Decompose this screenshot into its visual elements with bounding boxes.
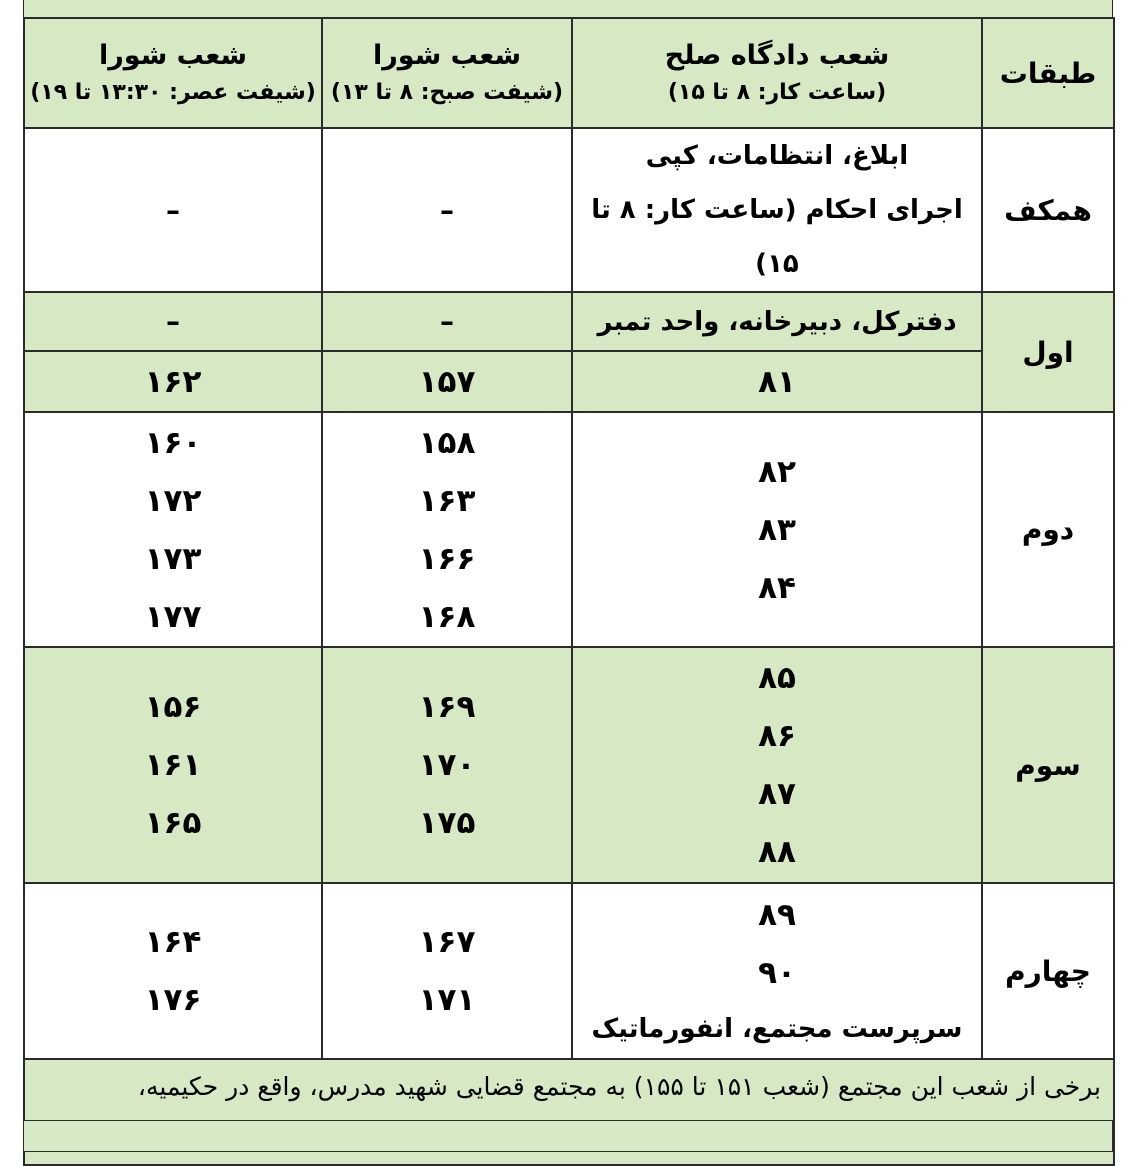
branch-number: ۹۰ (758, 955, 796, 991)
header-morning-title: شعب شورا (372, 40, 522, 71)
header-evening-title: شعب شورا (98, 40, 248, 71)
branch-number: ۸۵ (758, 660, 796, 696)
chaharom-services: سرپرست مجتمع، انفورماتیک (591, 1014, 963, 1044)
branch-number: ۱۷۳ (144, 540, 202, 577)
branch-number: ۱۶۶ (418, 540, 476, 577)
sevom-evening (24, 647, 322, 883)
header-peace-hours: (ساعت کار: ۸ تا ۱۵) (667, 80, 887, 105)
table-row-sevom (24, 647, 1114, 883)
branch-number: ۱۶۷ (418, 924, 476, 960)
branch-number: ۸۷ (758, 776, 796, 812)
table-row-dovom (24, 412, 1114, 647)
header-morning-hours: (شیفت صبح: ۸ تا ۱۳) (330, 80, 564, 105)
sevom-morning (322, 647, 572, 883)
branch-number: ۱۷۷ (144, 598, 202, 635)
cropped-title-strip (23, 0, 1113, 18)
branch-number: ۱۷۲ (144, 482, 202, 519)
sevom-peace (572, 647, 982, 883)
branch-number: ۱۷۶ (144, 982, 202, 1018)
aval-morning: ۱۵۷ (322, 351, 572, 412)
header-shora-evening (24, 18, 322, 128)
branch-number: ۱۶۱ (144, 747, 202, 783)
table-header-row (24, 18, 1114, 128)
chaharom-morning (322, 883, 572, 1059)
branch-number: ۱۶۴ (144, 924, 202, 960)
document-page (23, 0, 1113, 1138)
branch-number: ۱۶۵ (144, 805, 202, 841)
branch-number: ۱۶۸ (418, 598, 476, 635)
dovom-morning (322, 412, 572, 647)
hamkaf-evening: – (24, 128, 322, 292)
branches-table (23, 17, 1115, 1166)
hamkaf-services-2: اجرای احکام (ساعت کار: ۸ تا ۱۵) (591, 195, 963, 279)
aval-peace: ۸۱ (572, 351, 982, 412)
header-evening-hours: (شیفت عصر: ۱۳:۳۰ تا ۱۹) (30, 80, 316, 105)
header-peace-title: شعب دادگاه صلح (664, 40, 890, 71)
floor-aval: اول (982, 292, 1114, 412)
hamkaf-peace (572, 128, 982, 292)
branch-number: ۸۴ (758, 569, 796, 606)
aval-services-morning: – (322, 292, 572, 351)
floor-dovom: دوم (982, 412, 1114, 647)
branch-number: ۱۷۰ (418, 747, 476, 783)
branch-number: ۱۷۵ (418, 805, 476, 841)
table-row-aval-branches (24, 351, 1114, 412)
floor-sevom: سوم (982, 647, 1114, 883)
dovom-peace (572, 412, 982, 647)
header-floors: طبقات (982, 18, 1114, 128)
aval-evening: ۱۶۲ (24, 351, 322, 412)
branch-number: ۱۶۹ (418, 689, 476, 725)
branch-number: ۸۸ (758, 834, 796, 870)
aval-peace-services: دفترکل، دبیرخانه، واحد تمبر (572, 292, 982, 351)
branch-number: ۱۶۳ (418, 482, 476, 519)
header-peace-court (572, 18, 982, 128)
note-line-1: برخی از شعب این مجتمع (شعب ۱۵۱ تا ۱۵۵) به مجتمع قضایی شهید مدرس، واقع در حکیمیه، (137, 1072, 1101, 1101)
branch-number: ۸۲ (758, 453, 796, 490)
dovom-evening (24, 412, 322, 647)
branch-number: ۸۶ (758, 718, 796, 754)
branch-number: ۱۵۶ (144, 689, 202, 725)
branch-number: ۸۳ (758, 511, 796, 548)
branch-number: ۱۷۱ (418, 982, 476, 1018)
branch-number: ۸۹ (758, 897, 796, 933)
table-row-chaharom (24, 883, 1114, 1059)
header-shora-morning (322, 18, 572, 128)
chaharom-evening (24, 883, 322, 1059)
aval-services-evening: – (24, 292, 322, 351)
floor-chaharom: چهارم (982, 883, 1114, 1059)
branch-number: ۱۶۰ (144, 424, 202, 461)
floor-hamkaf: همکف (982, 128, 1114, 292)
hamkaf-morning: – (322, 128, 572, 292)
table-row-aval-services (24, 292, 1114, 351)
hamkaf-services-1: ابلاغ، انتظامات، کپی (645, 141, 909, 171)
branch-number: ۱۵۸ (418, 424, 476, 461)
chaharom-peace (572, 883, 982, 1059)
cropped-bottom-strip (23, 1120, 1113, 1152)
table-row-hamkaf (24, 128, 1114, 292)
